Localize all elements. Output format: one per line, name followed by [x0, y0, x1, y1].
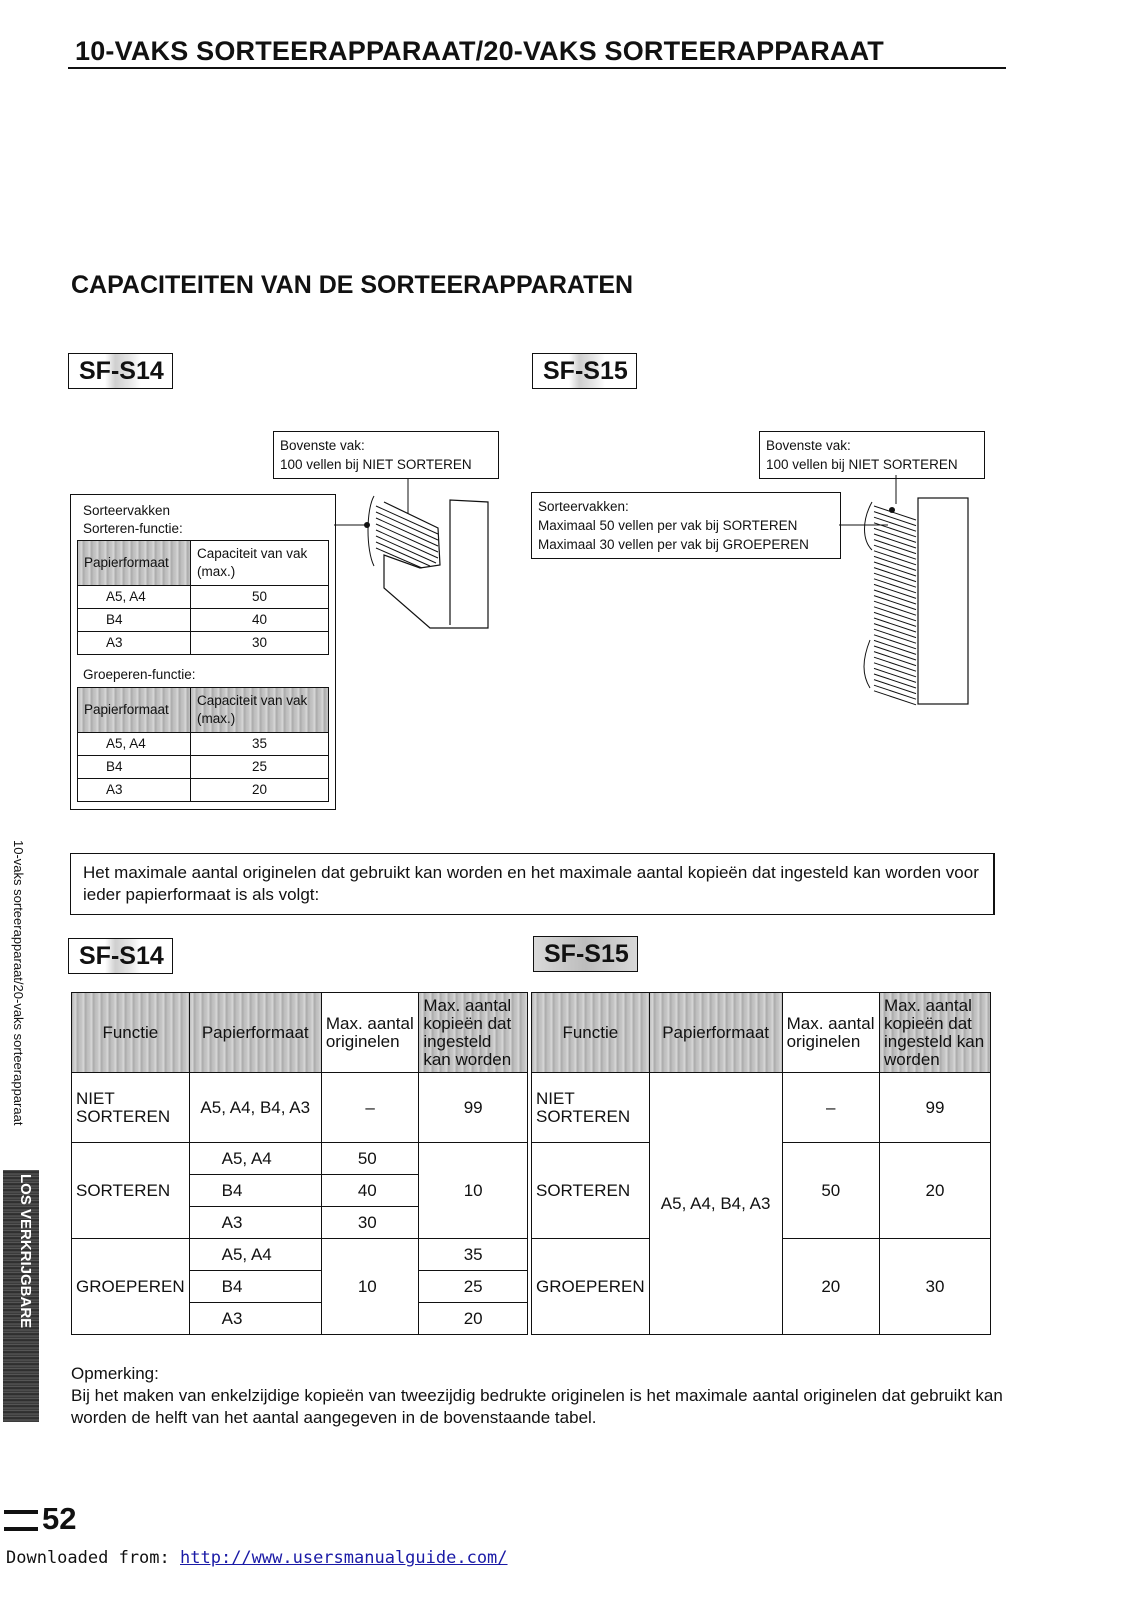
function-cell: SORTEREN	[532, 1143, 650, 1239]
bin-line	[874, 579, 916, 593]
footer-link[interactable]: http://www.usersmanualguide.com/	[180, 1548, 508, 1568]
format-cell: A3	[189, 1303, 321, 1335]
format-cell: B4	[189, 1175, 321, 1207]
bin-line	[874, 624, 916, 638]
download-footer	[6, 1548, 508, 1568]
sfs14-max-table	[71, 992, 528, 1335]
callout-line: Maximaal 30 vellen per vak bij GROEPEREN	[538, 537, 809, 552]
bin-line	[874, 652, 916, 666]
originals-cell: –	[321, 1073, 418, 1143]
table-row	[78, 779, 329, 802]
table-label-sfs14: SF-S14	[68, 938, 173, 974]
sfs15-max-table	[531, 992, 991, 1335]
bin-line	[874, 691, 916, 705]
callout-line: Bovenste vak:	[766, 438, 851, 453]
bin-line	[874, 506, 916, 520]
bin-line	[874, 607, 916, 621]
capacity-cell: 40	[191, 609, 329, 632]
group-function-title: Groeperen-functie:	[83, 667, 196, 682]
remark	[71, 1363, 1031, 1429]
copies-cell: 10	[419, 1143, 528, 1239]
callout-line: 100 vellen bij NIET SORTEREN	[280, 457, 472, 472]
bin-line	[874, 601, 916, 615]
copies-cell: 20	[419, 1303, 528, 1335]
col-header-format: Papierformaat	[78, 541, 191, 586]
sfs14-group-capacity-table	[77, 687, 329, 802]
function-cell: NIET SORTEREN	[532, 1073, 650, 1143]
callout-line: Bovenste vak:	[280, 438, 365, 453]
bin-line	[874, 657, 916, 671]
bin-line	[874, 596, 916, 610]
capacity-cell: 30	[191, 632, 329, 655]
bin-line	[874, 685, 916, 699]
bin-line	[874, 523, 916, 537]
bin-line	[874, 646, 916, 660]
col-header-capacity	[191, 541, 329, 586]
bin-line	[874, 680, 916, 694]
sfs15-sorter-illustration	[838, 470, 978, 710]
table-row	[72, 1143, 528, 1175]
note-box: Het maximale aantal originelen dat gebruikt kan worden en het maximale aantal kopieën dat ingesteld kan worden voor ieder papierformaat is als volgt:	[70, 853, 995, 915]
bin-line	[874, 534, 916, 548]
table-label-sfs15: SF-S15	[533, 936, 638, 972]
bin-line	[874, 663, 916, 677]
table-row	[78, 586, 329, 609]
bin-line	[874, 618, 916, 632]
sort-function-title: Sorteren-functie:	[83, 521, 183, 536]
table-row	[78, 632, 329, 655]
format-cell: A5, A4	[189, 1239, 321, 1271]
bin-line	[874, 568, 916, 582]
side-chapter-tab	[3, 1170, 39, 1422]
bin-line	[874, 551, 916, 565]
callout-line: Sorteervakken:	[538, 499, 629, 514]
originals-cell: –	[782, 1073, 879, 1143]
bin-line	[874, 540, 916, 554]
bin-line	[874, 590, 916, 604]
function-cell: GROEPEREN	[72, 1239, 190, 1335]
format-cell: A5, A4	[189, 1143, 321, 1175]
format-cell: A5, A4	[78, 733, 191, 756]
bin-line	[874, 528, 916, 542]
originals-cell: 10	[321, 1239, 418, 1335]
function-cell: SORTEREN	[72, 1143, 190, 1239]
bin-line	[874, 629, 916, 643]
callout-line: Maximaal 50 vellen per vak bij SORTEREN	[538, 518, 798, 533]
header-line: (max.)	[197, 564, 236, 579]
section-title: CAPACITEITEN VAN DE SORTEERAPPARATEN	[71, 271, 634, 299]
originals-cell: 30	[321, 1207, 418, 1239]
table-row	[78, 756, 329, 779]
bin-line	[874, 556, 916, 570]
page-number	[4, 1501, 76, 1537]
capacity-cell: 25	[191, 756, 329, 779]
sfs15-bins-callout	[531, 492, 841, 559]
bin-line	[874, 668, 916, 682]
format-cell: A3	[78, 632, 191, 655]
tab-text	[17, 1174, 33, 1328]
col-header-max-copies: Max. aantal kopieën dat ingesteld kan worden	[419, 993, 528, 1073]
format-cell: B4	[78, 756, 191, 779]
col-header-function: Functie	[72, 993, 190, 1073]
format-cell: B4	[78, 609, 191, 632]
bin-line	[874, 640, 916, 654]
sfs14-sorter-illustration	[330, 470, 500, 640]
side-text: 10-vaks sorteerapparaat/20-vaks sorteerapparaat	[11, 840, 26, 1126]
col-header-capacity	[191, 688, 329, 733]
page-title: 10-VAKS SORTEERAPPARAAT/20-VAKS SORTEERAPPARAAT	[75, 36, 884, 66]
copies-cell: 20	[879, 1143, 990, 1239]
format-cell: A3	[189, 1207, 321, 1239]
page-number-text: 52	[42, 1501, 77, 1536]
side-running-text	[2, 840, 30, 1165]
col-header-max-copies: Max. aantal kopieën dat ingesteld kan worden	[879, 993, 990, 1073]
bin-line	[874, 512, 916, 526]
footer-prefix: Downloaded from:	[6, 1548, 170, 1568]
format-cell: B4	[189, 1271, 321, 1303]
col-header-format: Papierformaat	[649, 993, 782, 1073]
header-line: Capaciteit van vak	[197, 546, 308, 561]
table-row	[78, 733, 329, 756]
format-cell: A5, A4, B4, A3	[649, 1073, 782, 1335]
capacity-cell: 50	[191, 586, 329, 609]
remark-title: Opmerking:	[71, 1364, 159, 1383]
bins-title: Sorteervakken	[83, 503, 171, 518]
originals-cell: 50	[782, 1143, 879, 1239]
copies-cell: 99	[879, 1073, 990, 1143]
bin-line	[874, 562, 916, 576]
bin-line	[874, 635, 916, 649]
format-cell: A5, A4, B4, A3	[189, 1073, 321, 1143]
col-header-format: Papierformaat	[189, 993, 321, 1073]
function-cell: NIET SORTEREN	[72, 1073, 190, 1143]
originals-cell: 20	[782, 1239, 879, 1335]
col-header-function: Functie	[532, 993, 650, 1073]
copies-cell: 35	[419, 1239, 528, 1271]
col-header-format: Papierformaat	[78, 688, 191, 733]
bin-line	[874, 517, 916, 531]
format-cell: A3	[78, 779, 191, 802]
sfs14-sort-capacity-table	[77, 540, 329, 655]
tab-line: LOS VERKRIJGBARE	[17, 1174, 34, 1329]
copies-cell: 99	[419, 1073, 528, 1143]
table-row	[532, 1073, 991, 1143]
title-rule	[68, 67, 1006, 69]
page-number-mark	[4, 1510, 38, 1531]
header-line: (max.)	[197, 711, 236, 726]
capacity-cell: 20	[191, 779, 329, 802]
table-row	[78, 609, 329, 632]
bin-line	[874, 612, 916, 626]
model-label-sfs14: SF-S14	[68, 353, 173, 389]
format-cell: A5, A4	[78, 586, 191, 609]
copies-cell: 25	[419, 1271, 528, 1303]
col-header-max-originals: Max. aantal originelen	[321, 993, 418, 1073]
originals-cell: 50	[321, 1143, 418, 1175]
copies-cell: 30	[879, 1239, 990, 1335]
bin-line	[874, 584, 916, 598]
remark-text: Bij het maken van enkelzijdige kopieën van tweezijdig bedrukte originelen is het maximale aantal originelen dat gebruikt kan worden de helft van het aantal aangegeven in de bovenstaande tabel.	[71, 1386, 1003, 1427]
function-cell: GROEPEREN	[532, 1239, 650, 1335]
capacity-cell: 35	[191, 733, 329, 756]
callout-line: 100 vellen bij NIET SORTEREN	[766, 457, 958, 472]
model-label-sfs15: SF-S15	[532, 353, 637, 389]
bin-line	[874, 573, 916, 587]
bin-line	[874, 674, 916, 688]
originals-cell: 40	[321, 1175, 418, 1207]
table-row	[72, 1073, 528, 1143]
bin-line	[874, 545, 916, 559]
header-line: Capaciteit van vak	[197, 693, 308, 708]
col-header-max-originals: Max. aantal originelen	[782, 993, 879, 1073]
table-row	[72, 1239, 528, 1271]
